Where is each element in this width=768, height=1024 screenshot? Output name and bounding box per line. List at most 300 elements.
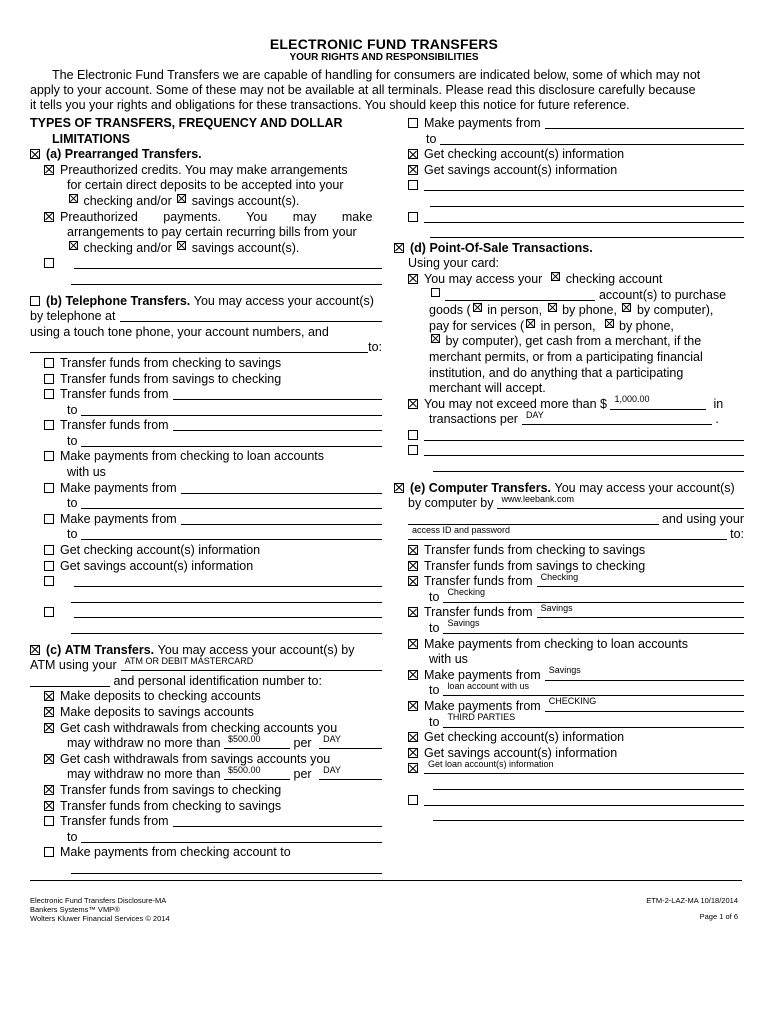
checkbox[interactable]: [408, 212, 418, 222]
blank-line[interactable]: [71, 621, 382, 634]
to-line: [394, 711, 744, 731]
website-value: www.leebank.com: [501, 493, 575, 504]
checkbox[interactable]: [44, 420, 54, 430]
item-text: by phone,: [619, 318, 674, 333]
intro-line: The Electronic Fund Transfers we are capable of handling for consumers are indicated below, some of which may not: [52, 68, 701, 82]
blank-line[interactable]: [424, 178, 744, 191]
from-value: Checking: [540, 571, 579, 582]
checkbox[interactable]: [44, 258, 54, 268]
option: [30, 543, 382, 559]
checkbox[interactable]: [44, 545, 54, 555]
checkbox-checked[interactable]: [408, 639, 418, 649]
limit-line: [30, 733, 382, 752]
checkbox-checked[interactable]: [69, 241, 78, 250]
item-text: You may not exceed more than $: [424, 396, 607, 411]
blank-line[interactable]: [71, 272, 382, 285]
from-field[interactable]: [537, 571, 744, 587]
item-text: per: [293, 767, 312, 782]
blank-line[interactable]: [433, 777, 744, 790]
checkbox-checked[interactable]: [394, 483, 404, 493]
blank-line[interactable]: [181, 481, 382, 494]
intro-paragraph: [30, 68, 742, 113]
item-text: merchant will accept.: [429, 381, 546, 396]
checkbox-checked[interactable]: [408, 670, 418, 680]
item-text: per: [293, 736, 312, 751]
checkbox[interactable]: [44, 358, 54, 368]
checkbox-checked[interactable]: [408, 399, 418, 409]
item-text: Make payments from checking to loan accounts: [424, 636, 689, 651]
from-field[interactable]: [545, 696, 744, 712]
section-label: (b): [46, 293, 62, 308]
item-text: using a touch tone phone, your account numbers, and: [30, 324, 329, 339]
item-text: account(s) to purchase: [598, 287, 727, 302]
item-text: Preauthorized credits. You may make arrangements: [60, 162, 348, 177]
blank-line[interactable]: [430, 194, 744, 207]
form-id: ETM-2-LAZ-MA 10/18/2014: [646, 896, 738, 905]
option: [30, 512, 382, 528]
checkbox-checked[interactable]: [408, 701, 418, 711]
website-field[interactable]: [497, 493, 744, 509]
blank-line[interactable]: [71, 590, 382, 603]
blank-line[interactable]: [81, 403, 382, 416]
item-continuation: with us: [67, 465, 106, 480]
item-text: by computer),: [636, 303, 714, 318]
credentials-line: [394, 524, 744, 543]
item-text: Make payments from: [60, 511, 177, 526]
checkbox-checked[interactable]: [30, 149, 40, 159]
item-continuation: [30, 241, 382, 257]
item-text: by telephone at: [30, 309, 116, 324]
credentials-value: access ID and password: [412, 524, 511, 535]
item-text: checking and/or: [83, 240, 172, 255]
item-text: Get cash withdrawals from savings accounts you: [60, 751, 331, 766]
checkbox-checked[interactable]: [408, 748, 418, 758]
blank-line[interactable]: [433, 459, 744, 472]
item-text: may withdraw no more than: [67, 736, 221, 751]
checkbox-checked[interactable]: [408, 561, 418, 571]
services-line: [394, 319, 744, 335]
blank-option: [394, 459, 744, 475]
section-a-header: [30, 147, 382, 163]
checkbox-checked[interactable]: [622, 303, 631, 312]
item-text: savings account(s).: [191, 240, 300, 255]
page-number: Page 1 of 6: [699, 912, 738, 921]
option: [394, 730, 744, 746]
item-text: Transfer funds from savings to checking: [60, 782, 282, 797]
blank-option: [30, 621, 382, 637]
item-text: Make deposits to checking accounts: [60, 689, 261, 704]
item-text: by computer by: [408, 496, 494, 511]
to-line: [30, 340, 382, 356]
option: [394, 394, 744, 413]
checkbox[interactable]: [408, 118, 418, 128]
pin-line: [30, 674, 382, 690]
checkbox-checked[interactable]: [44, 165, 54, 175]
option: [30, 783, 382, 799]
option: [394, 288, 744, 304]
item-text: Transfer funds from: [60, 387, 169, 402]
checkbox[interactable]: [408, 180, 418, 190]
option: [30, 559, 382, 575]
section-label: (e): [410, 480, 426, 495]
blank-option: [394, 777, 744, 793]
from-value: CHECKING: [548, 696, 597, 707]
period-field[interactable]: [319, 733, 382, 749]
option: [30, 845, 382, 861]
item-text: Using your card:: [408, 256, 500, 271]
blank-option: [394, 225, 744, 241]
item-text: Make payments from: [424, 698, 541, 713]
checkbox[interactable]: [44, 607, 54, 617]
blank-line[interactable]: [120, 309, 383, 322]
goods-line: [394, 303, 744, 319]
blank-line[interactable]: [181, 512, 382, 525]
section-title: Computer Transfers.: [428, 480, 552, 495]
section-b-header: [30, 294, 382, 310]
blank-line[interactable]: [545, 116, 744, 129]
item-text: You may access your: [424, 271, 543, 286]
blank-option: [30, 272, 382, 288]
checkbox[interactable]: [44, 389, 54, 399]
item-text: by phone,: [562, 303, 617, 318]
item-text: Transfer funds from checking to savings: [60, 355, 282, 370]
blank-line[interactable]: [74, 574, 382, 587]
section-d-header: [394, 241, 744, 257]
item-text: Make payments from: [60, 480, 177, 495]
left-column: [30, 116, 382, 877]
checkbox-checked[interactable]: [394, 243, 404, 253]
option: [30, 799, 382, 815]
item-text: to: [67, 402, 78, 417]
option: [394, 147, 744, 163]
item-text: checking and/or: [83, 193, 172, 208]
blank-option: [30, 590, 382, 606]
item-text: Transfer funds from savings to checking: [424, 558, 646, 573]
blank-line[interactable]: [74, 605, 382, 618]
blank-line[interactable]: [424, 793, 744, 806]
item-text: Get checking account(s) information: [424, 730, 625, 745]
item-text: Get checking account(s) information: [60, 543, 261, 558]
footer-text: Bankers Systems™ VMP®: [30, 905, 120, 914]
website-line: [394, 493, 744, 512]
checkbox-checked[interactable]: [44, 723, 54, 733]
item-text: Get savings account(s) information: [60, 558, 254, 573]
intro-line: apply to your account. Some of these may not be available at all terminals. Please read this disclosure carefully because: [30, 83, 696, 97]
item-text: to: [426, 131, 437, 146]
item-continuation: arrangements to pay certain recurring bills from your: [67, 225, 357, 240]
checkbox[interactable]: [44, 451, 54, 461]
amount-field[interactable]: [224, 764, 290, 780]
item-text: and using your: [661, 511, 744, 526]
item-text: Make payments from checking to loan accounts: [60, 449, 325, 464]
checkbox-checked[interactable]: [69, 194, 78, 203]
item-text: to: [429, 714, 440, 729]
item-text: and personal identification number to:: [113, 673, 322, 688]
credentials-field[interactable]: [408, 524, 727, 540]
checkbox-checked[interactable]: [605, 319, 614, 328]
card-field[interactable]: [121, 655, 382, 671]
checkbox[interactable]: [44, 374, 54, 384]
blank-line[interactable]: [430, 225, 744, 238]
option: [394, 116, 744, 132]
blank-option: [394, 443, 744, 459]
to-line: [30, 496, 382, 512]
to-line: [30, 527, 382, 543]
blank-option: [394, 808, 744, 824]
blank-line[interactable]: [424, 210, 744, 223]
checkbox-checked[interactable]: [408, 607, 418, 617]
blank-line[interactable]: [173, 814, 382, 827]
from-field[interactable]: [545, 665, 744, 681]
custom-value: Get loan account(s) information: [428, 758, 554, 769]
checkbox-checked[interactable]: [408, 576, 418, 586]
footer-left: [30, 896, 170, 923]
blank-option: [30, 605, 382, 621]
blank-line[interactable]: [81, 434, 382, 447]
option: [30, 481, 382, 497]
option: [394, 163, 744, 179]
item-text: to: [429, 589, 440, 604]
checkbox-checked[interactable]: [30, 645, 40, 655]
period-value: DAY: [323, 733, 341, 744]
blank-line[interactable]: [424, 428, 744, 441]
item-text: Transfer funds from: [424, 574, 533, 589]
footer-rule: [30, 880, 742, 881]
blank-option: [30, 256, 382, 272]
checkbox[interactable]: [408, 430, 418, 440]
to-value: loan account with us: [447, 680, 529, 691]
checkbox-checked[interactable]: [408, 165, 418, 175]
checkbox-checked[interactable]: [44, 707, 54, 717]
item-text: Get savings account(s) information: [424, 745, 618, 760]
item-text: You may access your account(s) by: [157, 642, 355, 657]
option: [30, 418, 382, 434]
checkbox[interactable]: [44, 576, 54, 586]
checkbox[interactable]: [44, 816, 54, 826]
from-value: Savings: [548, 665, 581, 676]
option: [394, 272, 744, 288]
limit-line: [30, 764, 382, 783]
section-title: Telephone Transfers.: [65, 293, 191, 308]
blank-option: [394, 178, 744, 194]
item-text: Transfer funds from: [424, 605, 533, 620]
right-column: [394, 116, 744, 824]
to-line: [394, 132, 744, 148]
item-text: merchant permits, or from a participating financial: [429, 349, 703, 364]
to-field[interactable]: [443, 711, 744, 728]
to-field[interactable]: [443, 587, 744, 603]
item-text: to: [67, 496, 78, 511]
services-line: [394, 334, 744, 350]
option: [30, 814, 382, 830]
blank-option: [394, 194, 744, 210]
to-line: [30, 434, 382, 450]
checkbox-checked[interactable]: [44, 691, 54, 701]
to-line: [30, 830, 382, 846]
option: [394, 637, 744, 653]
checkbox-checked[interactable]: [177, 194, 186, 203]
intro-line: it tells you your rights and obligations for these transactions. You should keep this notice for future reference.: [30, 98, 630, 112]
limit-field[interactable]: [610, 394, 706, 410]
item-text: Transfer funds from checking to savings: [424, 543, 646, 558]
item-text: Make payments from checking account to: [60, 845, 291, 860]
item-text: to:: [368, 340, 382, 355]
amount-value: $500.00: [228, 733, 261, 744]
item-text: in person,: [540, 318, 596, 333]
item-text: Transfer funds from: [60, 418, 169, 433]
checkbox-checked[interactable]: [44, 212, 54, 222]
item-text: in: [713, 396, 724, 411]
item-text: You may access your account(s): [554, 480, 735, 495]
item-text: to: [429, 683, 440, 698]
to-field[interactable]: [443, 618, 744, 634]
item-text: Transfer funds from savings to checking: [60, 371, 282, 386]
section-label: (d): [410, 240, 426, 255]
checkbox-checked[interactable]: [473, 303, 482, 312]
item-text: to:: [730, 527, 744, 542]
period-value: DAY: [323, 764, 341, 775]
period-value: DAY: [525, 409, 544, 420]
checkbox-checked[interactable]: [526, 319, 535, 328]
types-heading: TYPES OF TRANSFERS, FREQUENCY AND DOLLAR: [30, 116, 343, 130]
item-text: Get savings account(s) information: [424, 162, 618, 177]
blank-line[interactable]: [173, 418, 382, 431]
blank-line[interactable]: [71, 861, 382, 874]
preauthorized-payments: [30, 210, 382, 226]
blank-line[interactable]: [81, 830, 382, 843]
item-continuation: with us: [429, 652, 468, 667]
to-value: Checking: [447, 587, 485, 598]
blank-line[interactable]: [445, 288, 595, 301]
item-text: Get checking account(s) information: [424, 147, 625, 162]
preauthorized-credits: [30, 163, 382, 179]
checkbox[interactable]: [30, 296, 40, 306]
from-field[interactable]: [537, 602, 744, 618]
item-text: by computer), get cash from a merchant, if the: [445, 334, 702, 349]
to-line: [30, 403, 382, 419]
checkbox-checked[interactable]: [44, 801, 54, 811]
item-text: to: [67, 433, 78, 448]
checkbox[interactable]: [408, 445, 418, 455]
checkbox[interactable]: [44, 483, 54, 493]
checkbox-checked[interactable]: [177, 241, 186, 250]
blank-line[interactable]: [30, 674, 110, 687]
item-text: goods (: [429, 303, 471, 318]
from-value: Savings: [540, 602, 573, 613]
item-text: Make payments from: [424, 116, 541, 130]
blank-line[interactable]: [81, 496, 382, 509]
section-title: ATM Transfers.: [64, 642, 155, 657]
option: [30, 387, 382, 403]
footer-text: Wolters Kluwer Financial Services © 2014: [30, 914, 170, 923]
checkbox-checked[interactable]: [408, 732, 418, 742]
item-text: may withdraw no more than: [67, 767, 221, 782]
blank-option: [30, 574, 382, 590]
item-text: You may access your account(s): [193, 293, 374, 308]
checkbox[interactable]: [44, 847, 54, 857]
checkbox-checked[interactable]: [408, 763, 418, 773]
amount-value: $500.00: [228, 764, 261, 775]
checkbox-checked[interactable]: [408, 545, 418, 555]
item-text: savings account(s).: [191, 193, 300, 208]
blank-line[interactable]: [424, 443, 744, 456]
item-text: transactions per: [429, 412, 518, 427]
checkbox[interactable]: [408, 795, 418, 805]
section-title: Point-Of-Sale Transactions.: [429, 240, 593, 255]
limit-value: 1,000.00: [614, 394, 650, 405]
period-line: transactions per DAY .: [429, 409, 719, 427]
checkbox-checked[interactable]: [551, 272, 560, 281]
checkbox[interactable]: [431, 288, 440, 297]
card-value: ATM OR DEBIT MASTERCARD: [124, 655, 254, 666]
section-label: (c): [46, 642, 62, 657]
item-text: Transfer funds from checking to savings: [60, 798, 282, 813]
to-line: [394, 618, 744, 637]
blank-line[interactable]: [433, 808, 744, 821]
item-text: Transfer funds from: [60, 814, 169, 829]
option: [30, 705, 382, 721]
checkbox[interactable]: [44, 561, 54, 571]
checkbox-checked[interactable]: [548, 303, 557, 312]
types-heading-2: LIMITATIONS: [52, 131, 130, 146]
checkbox-checked[interactable]: [408, 149, 418, 159]
item-text: in person,: [487, 303, 543, 318]
checkbox-checked[interactable]: [431, 334, 440, 343]
document-subtitle: YOUR RIGHTS AND RESPONSIBILITIES: [289, 52, 479, 63]
item-continuation: [30, 194, 382, 210]
amount-field[interactable]: [224, 733, 290, 749]
to-value: THIRD PARTIES: [447, 711, 516, 722]
blank-line[interactable]: [74, 256, 382, 269]
document-title: ELECTRONIC FUND TRANSFERS: [269, 36, 499, 52]
blank-option: [394, 428, 744, 444]
to-value: Savings: [447, 618, 480, 629]
custom-field[interactable]: [424, 758, 744, 774]
blank-line[interactable]: [30, 340, 368, 353]
checkbox[interactable]: [44, 514, 54, 524]
item-text: institution, and do anything that a participating: [429, 365, 684, 380]
checkbox-checked[interactable]: [408, 274, 418, 284]
item-text: Make deposits to savings accounts: [60, 704, 254, 719]
item-text: Make payments from: [424, 667, 541, 682]
item-continuation: for certain direct deposits to be accepted into your: [67, 178, 344, 193]
option: [30, 356, 382, 372]
blank-line[interactable]: [173, 387, 382, 400]
blank-line[interactable]: [81, 527, 382, 540]
item-text: pay for services (: [429, 318, 525, 333]
atm-card-line: [30, 655, 382, 674]
section-label: (a): [46, 147, 62, 162]
checkbox-checked[interactable]: [44, 785, 54, 795]
option: [394, 543, 744, 559]
blank-line[interactable]: [440, 132, 744, 145]
section-title: Prearranged Transfers.: [64, 147, 202, 162]
item-text: to: [429, 621, 440, 635]
checkbox-checked[interactable]: [44, 754, 54, 764]
item-text: to: [67, 527, 78, 542]
item-text: checking account: [565, 271, 663, 286]
blank-option: [394, 793, 744, 809]
footer-text: Electronic Fund Transfers Disclosure-MA: [30, 896, 167, 905]
option: [30, 372, 382, 388]
option: [30, 449, 382, 465]
option: [30, 689, 382, 705]
item-text: Get cash withdrawals from checking accounts you: [60, 720, 338, 735]
period-field[interactable]: [319, 764, 382, 780]
option: [394, 758, 744, 777]
blank-option: [394, 210, 744, 226]
blank-option: [30, 861, 382, 877]
